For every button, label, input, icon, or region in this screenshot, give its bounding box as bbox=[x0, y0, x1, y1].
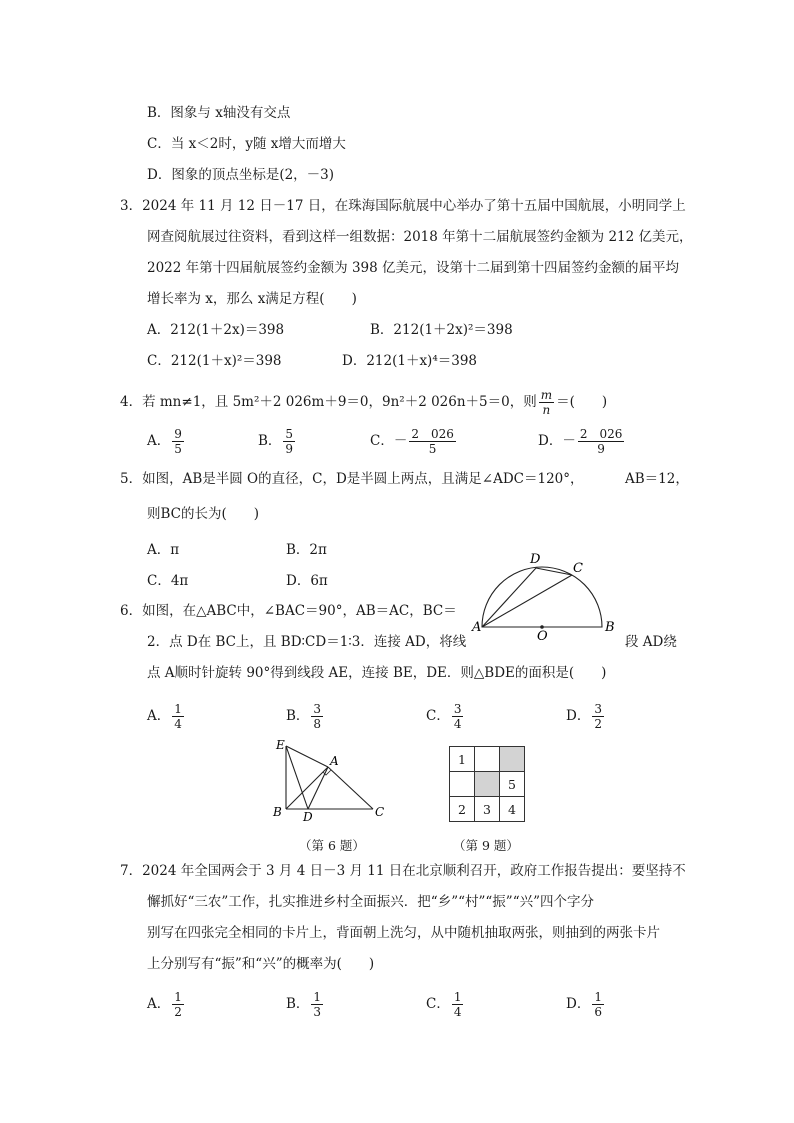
q6-label-b: B bbox=[273, 805, 282, 819]
q4-stem-end: ＝( ) bbox=[556, 394, 608, 410]
q4-frac-den: n bbox=[542, 403, 551, 417]
grid-cell: 1 bbox=[450, 747, 475, 772]
q4-option-d: D．－ $\frac{2 026}{9}$ bbox=[538, 427, 623, 456]
q4-fraction bbox=[539, 388, 554, 417]
q5-stem-line1-end: AB＝12， bbox=[625, 471, 689, 487]
q5-stem-line1: 5．如图，AB是半圆 O的直径，C，D是半圆上两点，且满足∠ADC＝120°， bbox=[120, 471, 584, 487]
q6-label-a: A bbox=[330, 754, 339, 768]
q6-option-c: C． $\frac{3}{4}$ bbox=[426, 702, 462, 731]
q3-stem-line1: 3．2024 年 11 月 12 日－17 日，在珠海国际航展中心举办了第十五届中国航展，小明同学上 bbox=[120, 198, 686, 214]
grid-cell: 4 bbox=[500, 797, 525, 822]
q5-option-b: B．2π bbox=[286, 542, 327, 558]
q6-stem-line1: 6．如图，在△ABC中，∠BAC＝90°，AB＝AC，BC＝ bbox=[120, 603, 457, 619]
grid-cell bbox=[450, 772, 475, 797]
q7-stem-line4: 上分别写有“振”和“兴”的概率为( ) bbox=[147, 956, 375, 972]
grid-cell: 3 bbox=[475, 797, 500, 822]
q5-label-a: A bbox=[472, 620, 482, 635]
q3-option-c: C．212(1＋x)²＝398 bbox=[147, 353, 282, 369]
q4-stem-text: 4．若 mn≠1，且 5m²＋2 026m＋9＝0，9n²＋2 026n＋5＝0，则 bbox=[120, 394, 537, 410]
grid-cell: 5 bbox=[500, 772, 525, 797]
grid-cell-shaded bbox=[475, 772, 500, 797]
q5-label-d: D bbox=[530, 552, 541, 567]
grid-cell-shaded bbox=[500, 747, 525, 772]
q5-label-c: C bbox=[573, 561, 583, 576]
q2-option-b: B．图象与 x轴没有交点 bbox=[147, 105, 291, 121]
q5-label-o: O bbox=[537, 629, 548, 640]
q7-option-d: D． $\frac{1}{6}$ bbox=[566, 990, 602, 1019]
q4-stem bbox=[120, 388, 607, 417]
q2-option-c: C．当 x＜2时，y随 x增大而增大 bbox=[147, 136, 346, 152]
q3-option-d: D．212(1＋x)⁴＝398 bbox=[342, 353, 478, 369]
q7-stem-line1: 7．2024 年全国两会于 3 月 4 日－3 月 11 日在北京顺利召开，政府工作报告提出：要坚持不 bbox=[120, 863, 686, 879]
q6-label-c: C bbox=[375, 805, 385, 819]
q6-option-b: B． $\frac{3}{8}$ bbox=[286, 702, 322, 731]
q5-option-a: A．π bbox=[147, 542, 180, 558]
q7-stem-line3: 别写在四张完全相同的卡片上，背面朝上洗匀，从中随机抽取两张，则抽到的两张卡片 bbox=[147, 925, 660, 941]
q9-figure-caption: （第 9 题） bbox=[453, 838, 519, 853]
q5-label-b: B bbox=[605, 620, 615, 635]
q7-option-a: A． $\frac{1}{2}$ bbox=[147, 990, 182, 1019]
q6-stem-line3: 点 A顺时针旋转 90°得到线段 AE，连接 BE，DE．则△BDE的面积是( ) bbox=[147, 665, 607, 681]
q6-stem-line2-end: 段 AD绕 bbox=[625, 634, 677, 650]
q5-semicircle-figure bbox=[470, 548, 620, 640]
q6-label-e: E bbox=[276, 738, 285, 752]
grid-cell: 2 bbox=[450, 797, 475, 822]
q6-label-d: D bbox=[303, 810, 313, 822]
q7-stem-line2: 懈抓好“三农”工作，扎实推进乡村全面振兴．把“乡”“村”“振”“兴”四个字分 bbox=[147, 894, 595, 910]
q3-stem-line3: 2022 年第十四届航展签约金额为 398 亿美元，设第十二届到第十四届签约金额的届平均 bbox=[147, 260, 679, 276]
q7-option-b: B． $\frac{1}{3}$ bbox=[286, 990, 322, 1019]
q5-stem-line2: 则BC的长为( ) bbox=[147, 506, 260, 522]
q4-option-c: C．－ $\frac{2 026}{5}$ bbox=[370, 427, 454, 456]
q6-stem-line2: 2．点 D在 BC上，且 BD∶CD＝1∶3．连接 AD，将线 bbox=[147, 634, 467, 650]
q3-stem-line4: 增长率为 x，那么 x满足方程( ) bbox=[147, 291, 357, 307]
q4-option-b: B． $\frac{5}{9}$ bbox=[258, 427, 294, 456]
q3-option-a: A．212(1＋2x)＝398 bbox=[147, 322, 285, 338]
q6-option-a: A． $\frac{1}{4}$ bbox=[147, 702, 182, 731]
q9-grid-figure bbox=[449, 746, 525, 822]
q6-figure-caption: （第 6 题） bbox=[299, 838, 365, 853]
q6-triangle-figure bbox=[268, 736, 390, 822]
q4-option-a: A． $\frac{9}{5}$ bbox=[147, 427, 182, 456]
q6-option-d: D． $\frac{3}{2}$ bbox=[566, 702, 602, 731]
q7-option-c: C． $\frac{1}{4}$ bbox=[426, 990, 462, 1019]
grid-cell bbox=[475, 747, 500, 772]
q5-option-d: D．6π bbox=[286, 573, 328, 589]
q2-option-d: D．图象的顶点坐标是(2，－3) bbox=[147, 167, 335, 183]
q5-option-c: C．4π bbox=[147, 573, 189, 589]
q3-stem-line2: 网查阅航展过往资料，看到这样一组数据：2018 年第十二届航展签约金额为 212 亿美元， bbox=[147, 229, 693, 245]
q3-option-b: B．212(1＋2x)²＝398 bbox=[370, 322, 513, 338]
q4-frac-num: m bbox=[540, 388, 553, 402]
